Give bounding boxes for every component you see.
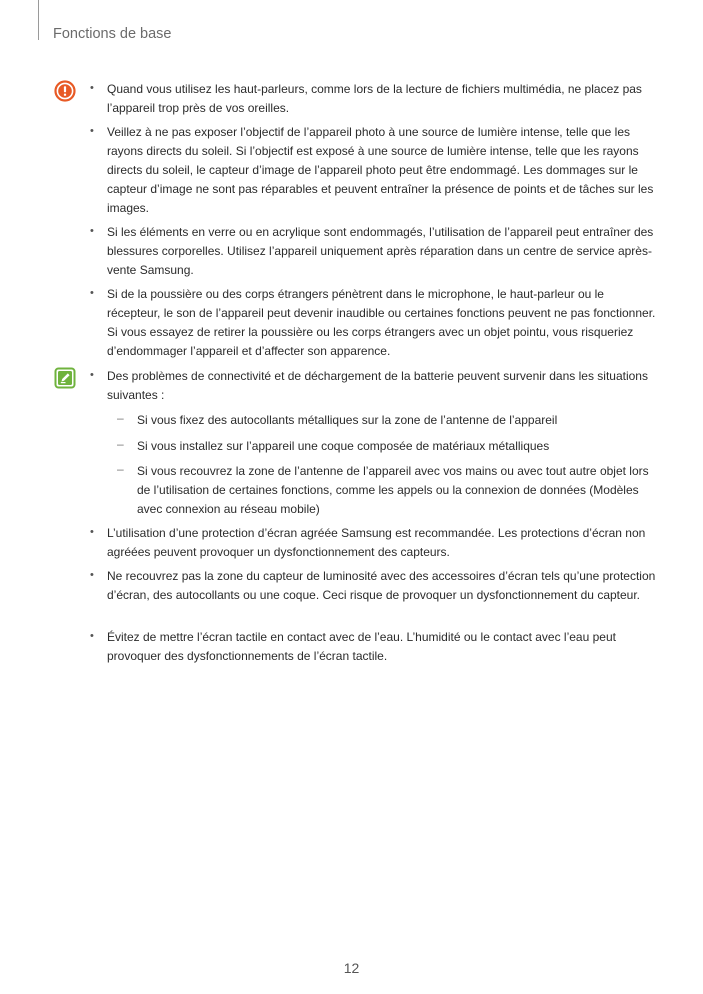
list-item-text: Si les éléments en verre ou en acrylique sont endommagés, l’utilisation de l’appareil peut entraîner des blessures corporelles. Utilisez l’appareil uniquement après réparation dans un centre de service après-vente Samsung. xyxy=(107,225,654,277)
bullet: • xyxy=(90,630,94,642)
dash: – xyxy=(117,411,124,425)
list-item-text: L’utilisation d’une protection d’écran agréée Samsung est recommandée. Les protections d’écran non agréées peuvent provoquer un dysfonctionnement des capteurs. xyxy=(107,526,646,559)
bullet: • xyxy=(90,82,94,94)
sub-list-item-text: Si vous recouvrez la zone de l’antenne de l’appareil avec vos mains ou avec tout autre objet lors de l’utilisation de certaines fonctions, comme les appels ou la connexion de données (Modèles avec connexion au réseau mobile) xyxy=(137,464,649,516)
list-item-text: Des problèmes de connectivité et de déchargement de la batterie peuvent survenir dans les situations suivantes : xyxy=(107,369,648,402)
sub-list-item-text: Si vous fixez des autocollants métalliques sur la zone de l’antenne de l’appareil xyxy=(137,413,558,427)
dash: – xyxy=(117,462,124,476)
bullet: • xyxy=(90,569,94,581)
sub-list-item-text: Si vous installez sur l’appareil une coque composée de matériaux métalliques xyxy=(137,439,550,453)
warning-icon xyxy=(54,80,76,102)
page-header-title: Fonctions de base xyxy=(53,26,172,42)
list-item-text: Quand vous utilisez les haut-parleurs, comme lors de la lecture de fichiers multimédia, ne placez pas l’appareil trop près de vos oreilles. xyxy=(107,82,642,115)
bullet: • xyxy=(90,225,94,237)
list-item-text: Ne recouvrez pas la zone du capteur de luminosité avec des accessoires d’écran tels qu’une protection d’écran, des autocollants ou une coque. Ceci risque de provoquer un dysfonctionnement du capteur. xyxy=(107,569,656,602)
header-rule xyxy=(38,0,39,40)
bullet: • xyxy=(90,369,94,381)
list-item-text: Veillez à ne pas exposer l’objectif de l’appareil photo à une source de lumière intense, telle que les rayons directs du soleil. Si l’objectif est exposé à une source de lumière intense, telle que les rayons directs du soleil, le capteur d’image de l’appareil photo peut être endommagé. Les dommages sur le capteur d’image ne sont pas réparables et peuvent entraîner la présence de points et de tâches sur les images. xyxy=(107,125,654,215)
list-item-text: Évitez de mettre l’écran tactile en contact avec de l’eau. L’humidité ou le contact avec l’eau peut provoquer des dysfonctionnements de l’écran tactile. xyxy=(107,630,616,663)
page-number: 12 xyxy=(343,960,360,976)
list-item-text: Si de la poussière ou des corps étrangers pénètrent dans le microphone, le haut-parleur ou le récepteur, le son de l’appareil peut devenir inaudible ou certaines fonctions peuvent ne pas fonctionner. Si vous essayez de retirer la poussière ou les corps étrangers avec un objet pointu, vous risqueriez d’endommager l’appareil et d’affecter son apparence. xyxy=(107,287,656,358)
bullet: • xyxy=(90,287,94,299)
bullet: • xyxy=(90,125,94,137)
bullet: • xyxy=(90,526,94,538)
note-icon xyxy=(54,367,76,389)
dash: – xyxy=(117,437,124,451)
